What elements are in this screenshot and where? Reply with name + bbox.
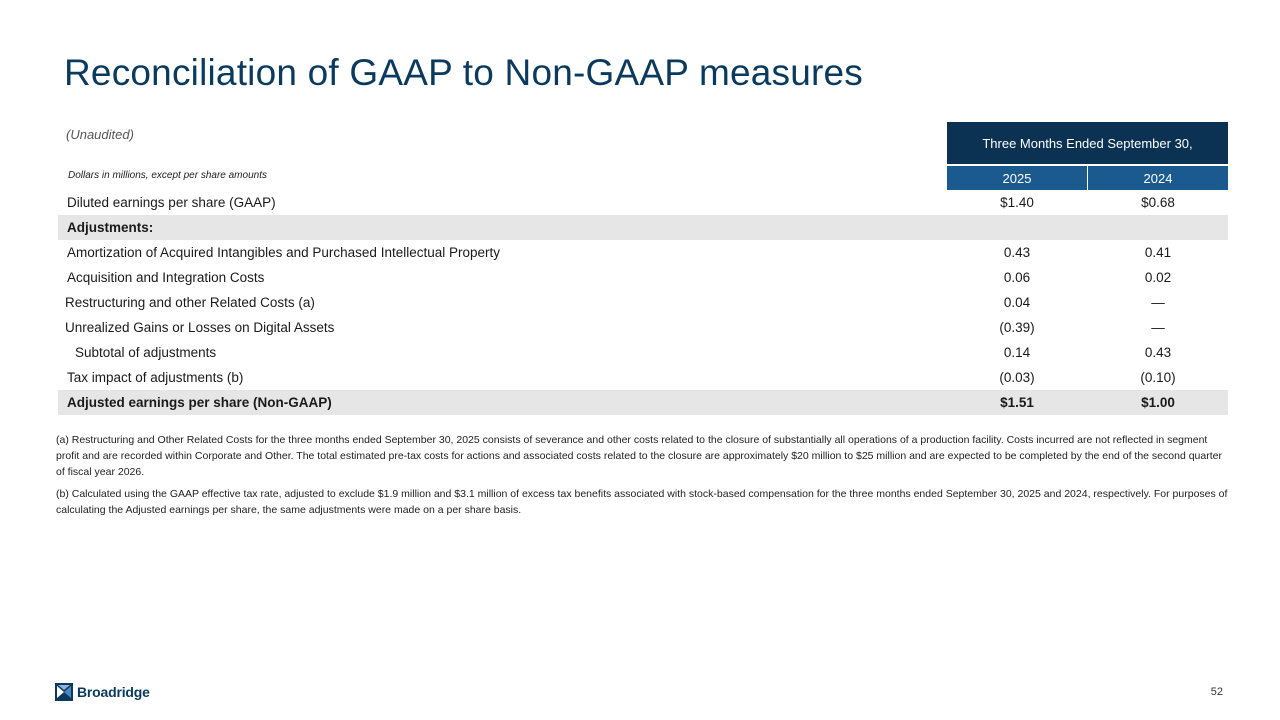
value-2024: $1.00 <box>1141 395 1175 410</box>
broadridge-mark-icon <box>55 683 73 701</box>
row-label: Unrealized Gains or Losses on Digital Assets <box>65 320 335 335</box>
reconciliation-table <box>58 190 1228 415</box>
units-note: Dollars in millions, except per share amounts <box>68 170 267 181</box>
broadridge-logo <box>55 681 150 703</box>
value-2025: (0.39) <box>999 320 1035 335</box>
row-label: Acquisition and Integration Costs <box>67 270 265 285</box>
table-row <box>58 390 1228 415</box>
row-label: Amortization of Acquired Intangibles and Purchased Intellectual Property <box>67 245 501 260</box>
value-2025: (0.03) <box>999 370 1035 385</box>
table-row <box>58 290 1228 315</box>
row-label: Subtotal of adjustments <box>75 345 217 360</box>
value-2024: — <box>1151 295 1165 310</box>
footnote-a: (a) Restructuring and Other Related Costs for the three months ended September 30, 2025 consists of severance and other costs related to the closure of substantially all operations of a production facility. Costs incurred are not reflected in segment profit and are recorded within Corporate and Other. The total estimated pre-tax costs for actions and associated costs related to the closure are approximately $20 million to $25 million and are expected to be completed by the end of the second quarter of fiscal year 2026. <box>56 434 1222 478</box>
table-row <box>58 365 1228 390</box>
table-row <box>58 215 1228 240</box>
value-2024: — <box>1151 320 1165 335</box>
period-header: Three Months Ended September 30, <box>947 122 1228 164</box>
value-2024: (0.10) <box>1140 370 1176 385</box>
table-row <box>58 315 1228 340</box>
value-2025: 0.14 <box>1003 345 1031 360</box>
unaudited-note: (Unaudited) <box>66 127 134 142</box>
row-label: Adjustments: <box>67 220 154 235</box>
value-2024: $0.68 <box>1141 195 1175 210</box>
table-row <box>58 240 1228 265</box>
row-label: Diluted earnings per share (GAAP) <box>67 195 276 210</box>
year-header-2025: 2025 <box>947 166 1087 190</box>
value-2025: 0.06 <box>1003 270 1031 285</box>
logo-text: Broadridge <box>77 684 150 700</box>
table-row <box>58 190 1228 215</box>
page-number: 52 <box>1210 686 1223 698</box>
row-label: Adjusted earnings per share (Non-GAAP) <box>67 395 332 410</box>
page-title: Reconciliation of GAAP to Non-GAAP measures <box>64 52 864 93</box>
year-header-2024: 2024 <box>1088 166 1228 190</box>
row-label: Restructuring and other Related Costs (a) <box>65 295 315 310</box>
value-2025: $1.51 <box>1000 395 1034 410</box>
row-label: Tax impact of adjustments (b) <box>67 370 244 385</box>
value-2025: 0.04 <box>1003 295 1031 310</box>
table-row <box>58 265 1228 290</box>
value-2025: 0.43 <box>1003 245 1031 260</box>
value-2024: 0.02 <box>1144 270 1172 285</box>
footnote-b: (b) Calculated using the GAAP effective tax rate, adjusted to exclude $1.9 million and $3.1 million of excess tax benefits associated with stock-based compensation for the three months ended September 30, 2025 and 2024, respectively. For purposes of calculating the Adjusted earnings per share, the same adjustments were made on a per share basis. <box>56 488 1228 516</box>
value-2024: 0.41 <box>1144 245 1172 260</box>
value-2025: $1.40 <box>1000 195 1034 210</box>
footnotes <box>56 432 1228 524</box>
value-2024: 0.43 <box>1144 345 1172 360</box>
table-row <box>58 340 1228 365</box>
